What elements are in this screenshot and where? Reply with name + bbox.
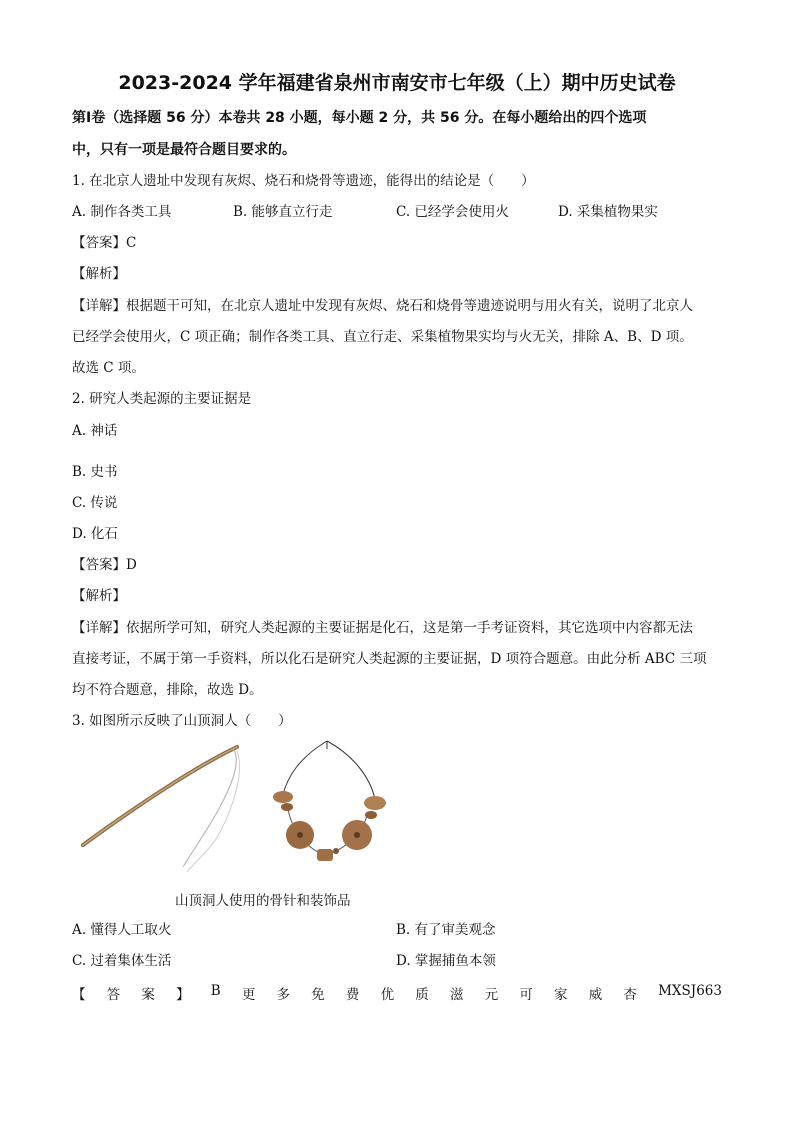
section-instruction-line-2: 中，只有一项是最符合题目要求的。 [72,142,296,158]
answer-char: 质 [415,987,429,1003]
q1-stem: 1. 在北京人遗址中发现有灰烬、烧石和烧骨等遗迹，能得出的结论是（ ） [72,173,535,189]
answer-char: 更 [241,987,256,1003]
q1-detail-line-3: 故选 C 项。 [72,360,145,376]
q3-option-c: C. 过着集体生活 [72,953,172,969]
exam-title: 2023-2024 学年福建省泉州市南安市七年级（上）期中历史试卷 [118,72,676,94]
answer-char: 】 [176,987,190,1003]
q3-stem: 3. 如图所示反映了山顶洞人（ ） [72,713,292,729]
answer-char: 杏 [623,987,637,1003]
q3-option-b: B. 有了审美观念 [396,922,496,938]
q2-stem: 2. 研究人类起源的主要证据是 [72,391,252,407]
answer-char: 案 [141,987,155,1003]
figure-caption: 山顶洞人使用的骨针和装饰品 [175,893,351,909]
q1-analysis-label: 【解析】 [72,266,126,282]
answer-char: 【 [72,987,86,1003]
q2-detail-line-1: 【详解】依据所学可知，研究人类起源的主要证据是化石，这是第一手考证资料，其它选项中内容都无法 [72,620,693,636]
answer-char: MXSJ663 [658,983,722,999]
bone-needle-and-ornaments-image [75,737,405,877]
ornament-necklace-icon [273,741,386,861]
answer-char: B [210,983,221,999]
q1-answer: 【答案】C [72,235,137,251]
q1-detail-line-1: 【详解】根据题干可知，在北京人遗址中发现有灰烬、烧石和烧骨等遗迹说明与用火有关，说明了北京人 [72,298,693,314]
q2-option-c: C. 传说 [72,495,118,511]
q2-detail-line-3: 均不符合题意，排除，故选 D。 [72,682,263,698]
q2-option-b: B. 史书 [72,464,118,480]
q1-option-c: C. 已经学会使用火 [396,204,509,220]
q1-detail-line-2: 已经学会使用火，C 项正确；制作各类工具、直立行走、采集植物果实均与火无关，排除 A、B、D 项。 [72,329,693,345]
q3-option-a: A. 懂得人工取火 [72,922,172,938]
section-instruction-line-1: 第Ⅰ卷（选择题 56 分）本卷共 28 小题，每小题 2 分，共 56 分。在每小题给出的四个选项 [72,110,647,126]
q2-answer: 【答案】D [72,557,137,573]
answer-char: 元 [484,987,499,1003]
q2-detail-line-2: 直接考证，不属于第一手资料，所以化石是研究人类起源的主要证据，D 项符合题意。由此分析 ABC 三项 [72,651,707,667]
q1-option-d: D. 采集植物果实 [558,204,658,220]
answer-char: 家 [554,987,568,1003]
bone-needle-icon [83,747,240,872]
answer-char: 可 [519,987,533,1003]
answer-char: 费 [345,987,360,1003]
q2-analysis-label: 【解析】 [72,588,126,604]
answer-char: 滋 [449,987,464,1003]
answer-char: 优 [380,987,395,1003]
q3-answer-line [72,983,722,1003]
q2-option-d: D. 化石 [72,526,118,542]
q1-option-b: B. 能够直立行走 [233,204,333,220]
answer-char: 答 [106,987,121,1003]
answer-char: 免 [311,987,325,1003]
q2-option-a: A. 神话 [72,423,118,439]
q1-option-a: A. 制作各类工具 [72,204,172,220]
answer-char: 多 [276,987,291,1003]
q3-option-d: D. 掌握捕鱼本领 [396,953,496,969]
answer-char: 威 [588,987,603,1003]
